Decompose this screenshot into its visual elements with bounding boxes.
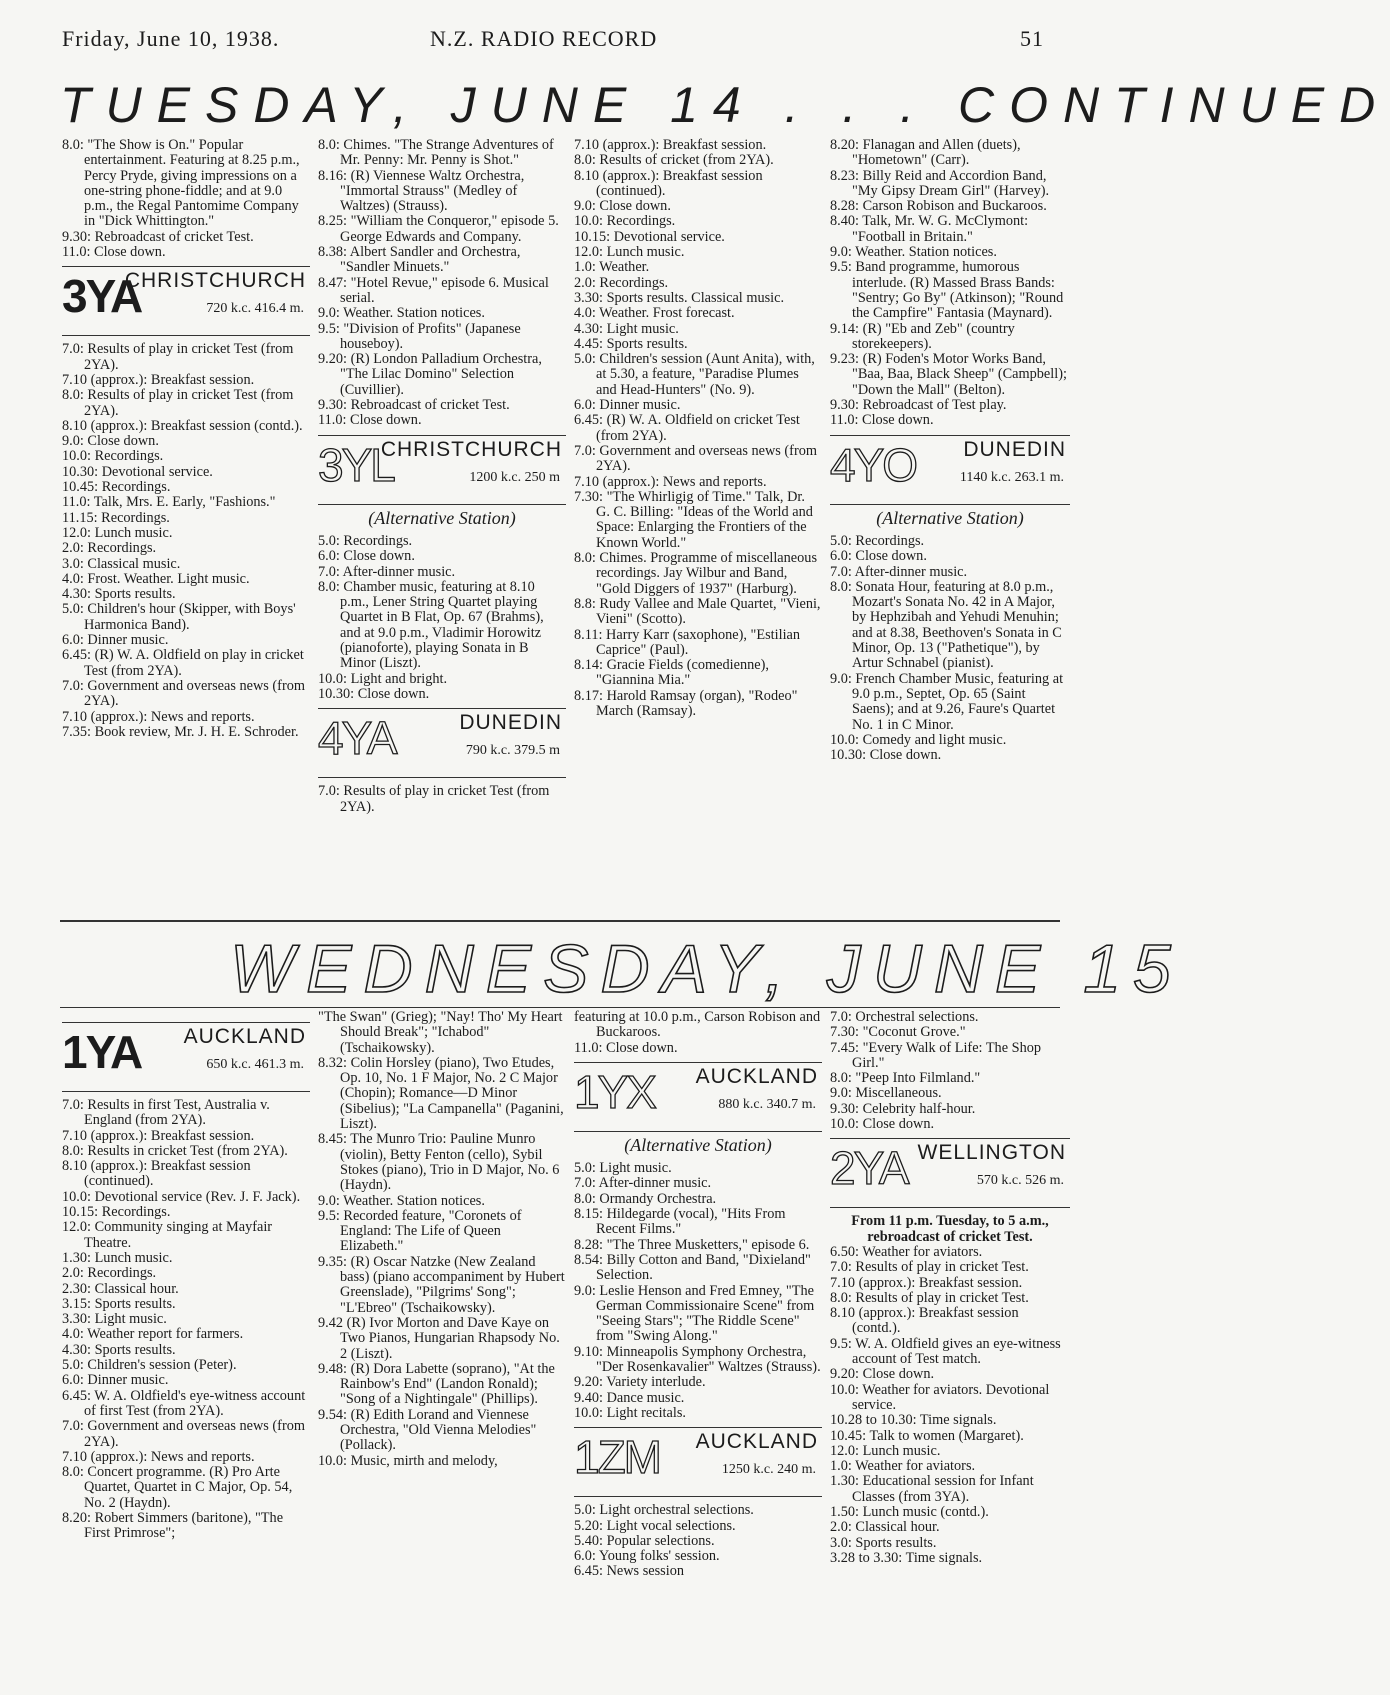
programme-entry: 7.10 (approx.): Breakfast session.	[830, 1274, 1023, 1291]
wednesday-column-4	[830, 1010, 1070, 1566]
station-city: AUCKLAND	[183, 1025, 306, 1048]
station-frequency: 1250 k.c. 240 m.	[721, 1462, 816, 1478]
page-header	[0, 14, 1114, 50]
section-divider	[60, 920, 1060, 922]
programme-entry: "The Swan" (Grieg); "Nay! Tho' My Heart Should Break"; "Ichabod" (Tschaikowsky).	[318, 1009, 563, 1056]
programme-entry: 7.10 (approx.): News and reports.	[574, 473, 767, 490]
programme-entry: 7.0: Government and overseas news (from 2YA).	[574, 442, 817, 475]
programme-entry: 11.0: Close down.	[62, 244, 166, 261]
programme-list-3ya	[62, 342, 310, 740]
programme-entry: 4.0: Weather report for farmers.	[62, 1326, 244, 1343]
programme-entry: 9.48: (R) Dora Labette (soprano), "At the Rainbow's End" (Landon Ronald); "Song of a Nightingale" (Phillips).	[318, 1360, 555, 1408]
programme-entry: 7.10 (approx.): News and reports.	[62, 1448, 255, 1465]
tuesday-col4-list	[830, 138, 1070, 429]
programme-entry: 10.45: Talk to women (Margaret).	[830, 1427, 1024, 1444]
call-sign: 4YA	[318, 712, 396, 765]
wednesday-col4-list	[830, 1010, 1070, 1132]
programme-entry: 6.0: Dinner music.	[62, 632, 169, 649]
programme-entry: 10.0: Music, mirth and melody,	[318, 1452, 498, 1469]
programme-list-4ya	[318, 784, 566, 815]
programme-entry: 9.20: Close down.	[830, 1366, 935, 1383]
programme-entry: 8.0: Chimes. "The Strange Adventures of Mr. Penny: Mr. Penny is Shot."	[318, 137, 554, 169]
programme-entry: 9.0: French Chamber Music, featuring at 9.0 p.m., Septet, Op. 65 (Saint Saens); and at 9.26, Faure's Quartet No. 1 in C Minor.	[830, 670, 1064, 733]
programme-entry: 6.45: (R) W. A. Oldfield on cricket Test (from 2YA).	[574, 412, 800, 444]
call-sign: 3YA	[62, 270, 142, 323]
programme-entry: 7.0: Government and overseas news (from 2YA).	[62, 1418, 305, 1450]
programme-entry: 8.0: Results in cricket Test (from 2YA).	[62, 1142, 288, 1159]
programme-entry: 9.0: Weather. Station notices.	[318, 305, 485, 322]
programme-entry: 9.0: Miscellaneous.	[830, 1085, 942, 1102]
programme-entry: 10.0: Light recitals.	[574, 1404, 686, 1421]
programme-entry: 6.0: Dinner music.	[574, 397, 681, 414]
tuesday-column-2	[318, 138, 566, 815]
station-frequency: 650 k.c. 461.3 m.	[206, 1057, 304, 1072]
programme-entry: 2.0: Recordings.	[574, 274, 669, 291]
programme-entry: 7.30: "The Whirligig of Time." Talk, Dr. G. C. Billing: "Ideas of the World and Space: Enlarging the Frontiers of the Known World."	[574, 488, 813, 551]
programme-entry: 11.15: Recordings.	[62, 509, 170, 526]
alternative-station-note: (Alternative Station)	[876, 507, 1024, 528]
programme-entry: 10.0: Recordings.	[574, 213, 676, 230]
programme-entry: 9.23: (R) Foden's Motor Works Band, "Baa, Baa, Black Sheep" (Campbell); "Down the Mall" (Belton).	[830, 351, 1067, 398]
programme-entry: 12.0: Community singing at Mayfair Theatre.	[62, 1219, 273, 1251]
programme-entry: 3.30: Light music.	[62, 1311, 167, 1328]
programme-entry: 11.0: Close down.	[830, 412, 934, 429]
programme-entry: 12.0: Lunch music.	[574, 244, 685, 261]
call-sign: 4YO	[830, 438, 917, 491]
programme-entry: 8.54: Billy Cotton and Band, "Dixieland" Selection.	[574, 1251, 811, 1284]
programme-entry: 9.0: Close down.	[62, 433, 159, 450]
wednesday-column-1	[62, 1016, 310, 1542]
programme-entry: 3.0: Classical music.	[62, 555, 181, 572]
programme-entry: 8.0: Concert programme. (R) Pro Arte Quartet, Quartet in C Major, Op. 54, No. 2 (Haydn).	[62, 1464, 293, 1511]
wednesday-col3-list	[574, 1010, 822, 1056]
programme-entry: 8.0: Results of cricket (from 2YA).	[574, 152, 774, 169]
programme-entry: 8.0: "Peep Into Filmland."	[830, 1070, 981, 1087]
programme-entry: 2.30: Classical hour.	[62, 1280, 179, 1297]
wednesday-column-3	[574, 1010, 822, 1580]
programme-entry: 1.0: Weather.	[574, 259, 650, 276]
programme-entry: 8.14: Gracie Fields (comedienne), "Giannina Mia."	[574, 657, 769, 689]
station-frequency: 720 k.c. 416.4 m.	[206, 301, 304, 317]
station-frequency: 880 k.c. 340.7 m.	[718, 1096, 816, 1112]
programme-entry: 10.0: Light and bright.	[318, 670, 448, 687]
programme-entry: 10.0: Recordings.	[62, 448, 164, 465]
programme-entry: 4.30: Sports results.	[62, 1341, 176, 1358]
programme-entry: 9.30: Celebrity half-hour.	[830, 1100, 976, 1117]
programme-entry: 7.10 (approx.): Breakfast session.	[574, 137, 767, 153]
programme-entry: 2.0: Classical hour.	[830, 1519, 940, 1536]
programme-entry: 8.0: Chimes. Programme of miscellaneous recordings. Jay Wilbur and Band, "Gold Diggers of 1937" (Harburg).	[574, 550, 818, 597]
programme-entry: 1.30: Lunch music.	[62, 1249, 173, 1266]
station-city: AUCKLAND	[695, 1430, 818, 1454]
programme-entry: 8.0: Ormandy Orchestra.	[574, 1190, 717, 1207]
programme-entry: 10.0: Weather for aviators. Devotional service.	[830, 1381, 1050, 1413]
programme-list-3yl	[318, 534, 566, 702]
call-sign: 1YA	[62, 1026, 142, 1078]
programme-entry: 7.0: Results in first Test, Australia v. England (from 2YA).	[62, 1097, 270, 1129]
programme-entry: 7.0: After-dinner music.	[830, 563, 968, 580]
alternative-station-note: (Alternative Station)	[368, 507, 516, 528]
tuesday-column-3	[574, 138, 822, 719]
publication-title: N.Z. RADIO RECORD	[430, 26, 658, 51]
station-city: CHRISTCHURCH	[124, 269, 306, 293]
programme-entry: 9.5: "Division of Profits" (Japanese houseboy).	[318, 320, 521, 352]
programme-entry: 4.30: Sports results.	[62, 586, 176, 603]
rebroadcast-note: From 11 p.m. Tuesday, to 5 a.m., rebroadcast of cricket Test.	[851, 1213, 1049, 1245]
programme-list-2ya	[830, 1245, 1070, 1566]
wednesday-heading: WEDNESDAY, JUNE 15	[230, 931, 1183, 1007]
tuesday-column-4	[830, 138, 1070, 763]
programme-entry: 6.45: (R) W. A. Oldfield on play in cricket Test (from 2YA).	[62, 647, 304, 679]
programme-entry: 9.42 (R) Ivor Morton and Dave Kaye on Two Pianos, Hungarian Rhapsody No. 2 (Liszt).	[318, 1314, 560, 1362]
station-box-3yl	[318, 435, 566, 505]
programme-entry: 11.0: Talk, Mrs. E. Early, "Fashions."	[62, 494, 276, 511]
programme-entry: 6.0: Dinner music.	[62, 1372, 169, 1389]
programme-entry: 7.10 (approx.): Breakfast session.	[62, 371, 255, 388]
wednesday-column-2	[318, 1010, 566, 1469]
programme-entry: 9.0: Weather. Station notices.	[318, 1192, 485, 1209]
station-box-4yo	[830, 435, 1070, 505]
tuesday-column-1	[62, 138, 310, 740]
programme-entry: 12.0: Lunch music.	[62, 524, 173, 541]
programme-entry: 7.35: Book review, Mr. J. H. E. Schroder.	[62, 723, 299, 740]
programme-entry: 5.0: Recordings.	[830, 532, 925, 549]
programme-entry: 10.0: Comedy and light music.	[830, 731, 1007, 748]
programme-list-1zm	[574, 1503, 822, 1579]
programme-entry: 4.0: Weather. Frost forecast.	[574, 305, 735, 322]
programme-entry: 9.14: (R) "Eb and Zeb" (country storekeepers).	[830, 320, 1015, 352]
programme-entry: 9.5: W. A. Oldfield gives an eye-witness account of Test match.	[830, 1335, 1061, 1368]
programme-entry: 7.45: "Every Walk of Life: The Shop Girl."	[830, 1039, 1042, 1071]
programme-entry: 3.0: Sports results.	[830, 1534, 937, 1551]
programme-entry: 8.8: Rudy Vallee and Male Quartet, "Vieni, Vieni" (Scotto).	[574, 595, 821, 628]
programme-entry: 10.30: Devotional service.	[62, 463, 213, 480]
programme-entry: 5.0: Light music.	[574, 1160, 672, 1177]
programme-entry: 7.0: Government and overseas news (from 2YA).	[62, 677, 305, 710]
programme-entry: 8.0: Sonata Hour, featuring at 8.0 p.m., Mozart's Sonata No. 42 in A Major, by Hephzibah and Yehudi Menuhin; and at 8.38, Beethoven's Sonata in C Minor, Op. 13 ("Pathetique"), by Artur Schnabel (pianist).	[830, 578, 1062, 672]
programme-entry: 3.15: Sports results.	[62, 1295, 176, 1312]
programme-entry: 6.0: Close down.	[830, 548, 927, 565]
station-box-2ya	[830, 1138, 1070, 1208]
programme-entry: 9.30: Rebroadcast of cricket Test.	[62, 228, 254, 245]
programme-entry: 7.0: Results of play in cricket Test.	[830, 1259, 1029, 1276]
programme-entry: 9.35: (R) Oscar Natzke (New Zealand bass) (piano accompaniment by Hubert Greenslade), "Pilgrims' Song"; "L'Ebreo" (Tschaikowsky).	[318, 1253, 565, 1316]
programme-entry: 9.20: (R) London Palladium Orchestra, "The Lilac Domino" Selection (Cuvillier).	[318, 351, 542, 398]
call-sign: 3YL	[318, 438, 394, 491]
programme-entry: 8.0: Results of play in cricket Test.	[830, 1289, 1029, 1306]
programme-entry: 10.30: Close down.	[318, 685, 430, 702]
programme-entry: 1.0: Weather for aviators.	[830, 1458, 976, 1475]
tuesday-col3-list	[574, 138, 822, 719]
tuesday-prev-station-list	[62, 138, 310, 260]
tuesday-heading: TUESDAY, JUNE 14 . . . CONTINUED	[60, 77, 1390, 133]
programme-entry: 8.11: Harry Karr (saxophone), "Estilian Caprice" (Paul).	[574, 626, 801, 658]
station-city: DUNEDIN	[963, 437, 1066, 461]
programme-entry: 8.15: Hildegarde (vocal), "Hits From Recent Films."	[574, 1206, 786, 1238]
programme-entry: 5.0: Recordings.	[318, 532, 413, 549]
programme-entry: 7.0: Results of play in cricket Test (from 2YA).	[318, 783, 550, 815]
station-frequency: 570 k.c. 526 m.	[976, 1173, 1064, 1189]
station-city: WELLINGTON	[917, 1141, 1066, 1165]
programme-entry: 10.0: Devotional service (Rev. J. F. Jack).	[62, 1188, 301, 1205]
station-box-4ya	[318, 708, 566, 778]
call-sign: 1ZM	[574, 1431, 660, 1484]
programme-entry: 8.0: "The Show is On." Popular entertainment. Featuring at 8.25 p.m., Percy Pryde, giving impressions on a one-string phone-fiddle; and at 9.0 p.m., the Regal Pantomime Company in "Dick Whittington."	[62, 137, 300, 230]
programme-entry: 5.0: Children's session (Peter).	[62, 1357, 237, 1374]
programme-entry: 6.0: Young folks' session.	[574, 1548, 720, 1565]
station-frequency: 1140 k.c. 263.1 m.	[959, 469, 1064, 485]
programme-entry: 7.0: Results of play in cricket Test (from 2YA).	[62, 341, 294, 373]
programme-entry: 5.0: Children's hour (Skipper, with Boys' Harmonica Band).	[62, 601, 296, 633]
programme-entry: 7.0: After-dinner music.	[318, 563, 456, 580]
programme-entry: 8.20: Robert Simmers (baritone), "The First Primrose";	[62, 1510, 284, 1542]
programme-entry: 8.40: Talk, Mr. W. G. McClymont: "Football in Britain."	[830, 213, 1029, 245]
programme-list-1ya	[62, 1098, 310, 1542]
programme-entry: 8.16: (R) Viennese Waltz Orchestra, "Immortal Strauss" (Medley of Waltzes) (Strauss).	[318, 167, 525, 215]
programme-entry: 10.15: Devotional service.	[574, 228, 725, 245]
programme-entry: 10.30: Close down.	[830, 747, 942, 764]
programme-entry: 7.0: After-dinner music.	[574, 1175, 712, 1192]
programme-entry: 2.0: Recordings.	[62, 540, 157, 557]
programme-entry: 2.0: Recordings.	[62, 1265, 157, 1282]
programme-entry: 11.0: Close down.	[574, 1039, 678, 1056]
programme-entry: 4.30: Light music.	[574, 320, 679, 337]
programme-entry: 5.40: Popular selections.	[574, 1532, 715, 1549]
programme-entry: 5.0: Light orchestral selections.	[574, 1502, 754, 1519]
station-box-1yx	[574, 1062, 822, 1132]
programme-entry: 9.0: Leslie Henson and Fred Emney, "The German Commissionaire Scene" from "Seeing Stars"; "The Riddle Scene" from "Swing Along."	[574, 1282, 815, 1345]
programme-entry: 8.0: Results of play in cricket Test (from 2YA).	[62, 387, 294, 419]
station-box-1ya	[62, 1022, 310, 1092]
programme-entry: 7.0: Orchestral selections.	[830, 1009, 979, 1025]
programme-entry: 8.38: Albert Sandler and Orchestra, "Sandler Minuets."	[318, 244, 521, 276]
programme-entry: 10.45: Recordings.	[62, 479, 171, 496]
programme-entry: 9.40: Dance music.	[574, 1389, 685, 1406]
programme-entry: 8.10 (approx.): Breakfast session (contd.).	[62, 417, 303, 434]
programme-entry: 11.0: Close down.	[318, 412, 422, 429]
programme-entry: 12.0: Lunch music.	[830, 1442, 941, 1459]
programme-entry: 10.15: Recordings.	[62, 1204, 171, 1221]
programme-entry: 8.45: The Munro Trio: Pauline Munro (violin), Betty Fenton (cello), Sybil Stokes (piano), Trio in D Major, No. 6 (Haydn).	[318, 1131, 560, 1194]
programme-entry: 3.28 to 3.30: Time signals.	[830, 1549, 983, 1566]
programme-entry: 10.0: Close down.	[830, 1116, 935, 1133]
programme-entry: 4.0: Frost. Weather. Light music.	[62, 570, 250, 587]
programme-entry: 9.54: (R) Edith Lorand and Viennese Orchestra, "Old Vienna Melodies" (Pollack).	[318, 1406, 537, 1454]
programme-entry: 6.45: W. A. Oldfield's eye-witness account of first Test (from 2YA).	[62, 1387, 306, 1419]
programme-entry: 1.50: Lunch music (contd.).	[830, 1504, 989, 1521]
programme-entry: 6.0: Close down.	[318, 548, 415, 565]
programme-entry: 5.0: Children's session (Aunt Anita), with, at 5.30, a feature, "Paradise Plumes and Head-Hunters" (No. 9).	[574, 351, 815, 398]
programme-entry: 9.30: Rebroadcast of Test play.	[830, 397, 1007, 414]
call-sign: 1YX	[574, 1065, 655, 1118]
programme-entry: 8.28: "The Three Musketters," episode 6.	[574, 1236, 810, 1253]
programme-entry: 9.5: Recorded feature, "Coronets of England: The Life of Queen Elizabeth."	[318, 1207, 522, 1255]
station-frequency: 1200 k.c. 250 m	[469, 469, 560, 485]
programme-entry: 7.10 (approx.): News and reports.	[62, 708, 255, 725]
programme-entry: 7.10 (approx.): Breakfast session.	[62, 1127, 255, 1144]
programme-entry: 10.28 to 10.30: Time signals.	[830, 1412, 997, 1429]
programme-entry: 8.10 (approx.): Breakfast session (continued).	[62, 1158, 251, 1190]
station-city: CHRISTCHURCH	[380, 437, 562, 461]
programme-entry: 7.30: "Coconut Grove."	[830, 1024, 966, 1041]
programme-entry: 3.30: Sports results. Classical music.	[574, 289, 785, 306]
tuesday-col2-list	[318, 138, 566, 429]
programme-entry: 1.30: Educational session for Infant Classes (from 3YA).	[830, 1473, 1034, 1505]
programme-list-4yo	[830, 534, 1070, 763]
programme-list-1yx	[574, 1161, 822, 1421]
wednesday-col2-list	[318, 1010, 566, 1469]
programme-entry: 8.23: Billy Reid and Accordion Band, "My Gipsy Dream Girl" (Harvey).	[830, 167, 1050, 199]
programme-entry: 9.5: Band programme, humorous interlude. (R) Massed Brass Bands: "Sentry; Go By" (Atkinson); "Round the Campfire" Fantasia (Maynard).	[830, 259, 1064, 322]
programme-entry: 4.45: Sports results.	[574, 335, 688, 352]
call-sign: 2YA	[830, 1142, 908, 1195]
issue-date: Friday, June 10, 1938.	[62, 26, 280, 51]
station-frequency: 790 k.c. 379.5 m	[465, 743, 560, 759]
programme-entry: 8.28: Carson Robison and Buckaroos.	[830, 198, 1047, 215]
programme-entry: 9.10: Minneapolis Symphony Orchestra, "Der Rosenkavalier" Waltzes (Strauss).	[574, 1343, 821, 1376]
programme-entry: 9.20: Variety interlude.	[574, 1374, 706, 1391]
programme-entry: 9.30: Rebroadcast of cricket Test.	[318, 397, 510, 414]
programme-entry: 8.10 (approx.): Breakfast session (continued).	[574, 167, 763, 199]
programme-entry: 8.0: Chamber music, featuring at 8.10 p.m., Lener String Quartet playing Quartet in B Flat, Op. 67 (Brahms), and at 9.0 p.m., Vladimir Horowitz (pianoforte), playing Sonata in B Minor (Liszt).	[318, 578, 544, 672]
station-box-1zm	[574, 1427, 822, 1497]
page-number: 51	[1020, 26, 1044, 51]
programme-entry: 6.45: News session	[574, 1563, 685, 1580]
programme-entry: 8.47: "Hotel Revue," episode 6. Musical serial.	[318, 274, 549, 306]
programme-entry: 8.10 (approx.): Breakfast session (contd.).	[830, 1305, 1019, 1337]
programme-entry: 8.17: Harold Ramsay (organ), "Rodeo" March (Ramsay).	[574, 687, 798, 719]
station-city: DUNEDIN	[459, 711, 562, 735]
programme-entry: 5.20: Light vocal selections.	[574, 1517, 736, 1534]
station-city: AUCKLAND	[695, 1064, 818, 1088]
programme-entry: 8.32: Colin Horsley (piano), Two Etudes, Op. 10, No. 1 F Major, No. 2 C Major (Chopin); Romance—D Minor (Sibelius); "La Campanella" (Paganini, Liszt).	[318, 1054, 564, 1133]
programme-entry: 9.0: Weather. Station notices.	[830, 244, 997, 261]
programme-entry: 8.25: "William the Conqueror," episode 5. George Edwards and Company.	[318, 213, 559, 245]
station-box-3ya	[62, 266, 310, 336]
alternative-station-note: (Alternative Station)	[624, 1134, 772, 1155]
programme-entry: 9.0: Close down.	[574, 198, 671, 215]
programme-entry: 8.20: Flanagan and Allen (duets), "Hometown" (Carr).	[830, 137, 1021, 169]
programme-entry: 6.50: Weather for aviators.	[830, 1243, 983, 1260]
programme-entry: featuring at 10.0 p.m., Carson Robison and Buckaroos.	[574, 1009, 821, 1041]
